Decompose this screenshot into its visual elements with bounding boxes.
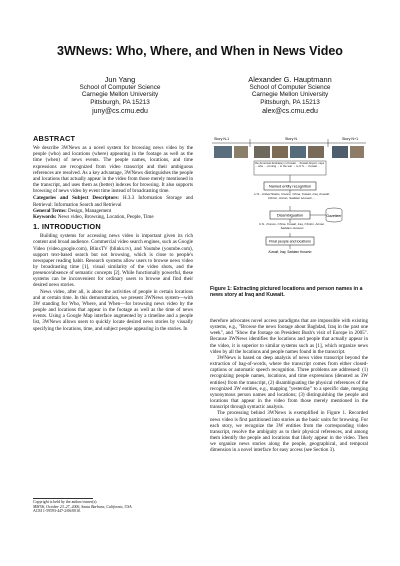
categories-text: H.3.3 Information Storage and Retrieval: Information Search and Retrieval [33,195,194,208]
right-column [210,318,368,453]
transcript-text: the American Embassy in Kuwait ... Kuwait Airport, says ... who ... coming ... in the war ... to U.S. ... Kuwait ... [255,161,325,168]
keywords [33,214,193,220]
acm-line: ACM 1-59593-447-2/06/0010. [33,509,81,514]
author-city: Pittsburgh, PA 15213 [260,98,320,106]
author-city: Pittsburgh, PA 15213 [90,98,150,106]
ner-label: Named entity recognition [269,184,311,189]
right-paragraph-2: 3WNews is based on deep analysis of news video transcript beyond the extraction of bag-of-words, where the transcript comes from either closed-captions or automatic speech recognition. Three problems are addressed: (1) recognizing people names, locations, and time expressions (denoted as 3W entities) from the transcript, (2) disambiguating the physical references of the recognized 3W entities, e.g., mapping "yesterday" to a specific date, merging synonymous person names and locations; (3) distinguishing the people and locations that appear in the video from those merely mentioned in the transcript through syntactic analysis. [210,354,368,411]
final-entities: Kuwait, Iraq, Saddam Hussein [268,250,312,254]
abstract-heading: ABSTRACT [33,134,76,143]
keyframe-thumbnail [350,146,364,158]
right-paragraph-3: The processing behind 3WNews is exemplified in Figure 1. Recorded news video is first partitioned into stories as the basic units for browsing. For each story, we recognize the 3W entities from the corresponding video transcript, resolve the ambiguity as to their physical references, and among them identify the people and locations that likely appear in the video. Then we organize news stories along the people, geographical, and temporal dimension in a novel interface for easy access (see Section 3). [210,410,368,454]
intro-paragraph-1: Building systems for accessing news video is important given its rich content and broad audience. Commercial video search engines, such as Google Video (video.google.com), BlinxTV (blinkx.tv), and Youtube (youtube.com), support text-based search but not browsing, which is close to people's newspaper reading habit. Research systems allow users to browse news video by broadcasting time [1], visual similarity of the video shots, and the presence/absence of semantic concepts [2]. While functionally powerful, these systems can be inconvenient for ordinary users to browse and find their desired news stories. [33,233,193,289]
copyright-footnote [33,498,193,514]
figure-caption: Figure 1: Extracting pictured locations and person names in a news story at Iraq and Kuwait. [210,286,363,299]
figure-1 [210,135,368,273]
disambiguation-label: Disambiguation [276,213,304,218]
entities-text: U.S., United States, France, China, Kuwait, Iraq, Kuwaiti, Clinton, Annan, Saddam Hussein, ... [254,193,330,200]
final-label: Final people and locations [269,239,311,244]
intro-paragraph-2: News video, after all, is about the activities of people in certain locations and at certain time. In this demonstration, we present 3WNews system—with 3W standing for Who, Where, and When—for browsing news video by the people and locations that appear in the footage as well as the time of news events. Using a Google Map interface augmented by a timeline and a people list, 3WNews allows users to quickly locate desired news stories by visually specifying the locations, time, and subject people appearing in the stories. In [33,288,193,332]
keywords-label: Keywords: [33,213,57,220]
intro-heading: 1. INTRODUCTION [33,222,101,232]
author-name: Alexander G. Hauptmann [248,75,332,84]
paper-title: 3WNews: Who, Where, and When in News Video [57,44,343,58]
story-label: Story N [285,137,297,141]
story-label: Story N+1 [342,137,359,141]
author-block-2 [210,76,370,116]
author-org: Carnegie Mellon University [251,91,329,99]
keyframe-thumbnail [254,146,270,158]
keyframe-thumbnail [308,146,324,158]
pipeline-diagram [210,135,368,273]
terms-label: General Terms: [33,207,67,214]
keywords-text: News video, Browsing, Location, People, Time [57,213,154,220]
author-dept: School of Computer Science [79,83,161,91]
footnote-rule [33,498,93,499]
story-label: Story N-1 [214,137,230,141]
terms-text: Design, Management [68,207,112,214]
venue-line: MM'06, October 23–27, 2006, Santa Barbara, California, USA. [33,504,133,509]
left-column [33,134,193,332]
keyframe-thumbnail [272,146,288,158]
author-org: Carnegie Mellon University [81,91,159,99]
keyframe-thumbnail [214,146,232,158]
gazetteer-db [326,208,342,222]
keyframe-thumbnail [234,146,248,158]
abstract-text: We describe 3WNews as a novel system for browsing news video by the people (who) and locations (where) appearing in the footage as well as the time (when) of news events. The people names, locations, and time expressions are recognized from video transcript and their ambiguous references are resolved. As a key advantage, 3WNews distinguishes the people and locations that actually appear in the video from those merely mentioned in the transcript, and uses them as (better) indexes for browsing. It also supports browsing of news video by event time instead of broadcasting time. [33,145,193,195]
author-dept: School of Computer Science [249,83,331,91]
keyframe-thumbnail [332,146,348,158]
author-email: alex@cs.cmu.edu [262,108,318,116]
gazetteer-label: Gazetteer [326,214,342,218]
author-name: Jun Yang [104,75,136,84]
resolved-text: U.S., France, China, Kuwait, Iraq, Clinton, Annan, Saddam Hussein [259,223,325,230]
author-email: juny@cs.cmu.edu [92,108,148,116]
right-paragraph-1: therefore advocates novel access paradigms that are impossible with existing systems, e.g., "Browse the news footage about Baghdad, Iraq in the past one week", and "Show the footage on President Bush's visit of Europe in 2005". Because 3WNews identifies the locations and people that actually appear in the video, it is superior to similar systems such as [1], which organize news video by all the locations and people names found in the transcript. [210,318,368,355]
video-keyframes [214,146,364,158]
categories-label: Categories and Subject Descriptors: [33,195,119,202]
keyframe-thumbnail [290,146,306,158]
categories [33,195,193,207]
copyright-line: Copyright is held by the author/owner(s). [33,500,98,504]
author-block-1 [40,76,200,116]
